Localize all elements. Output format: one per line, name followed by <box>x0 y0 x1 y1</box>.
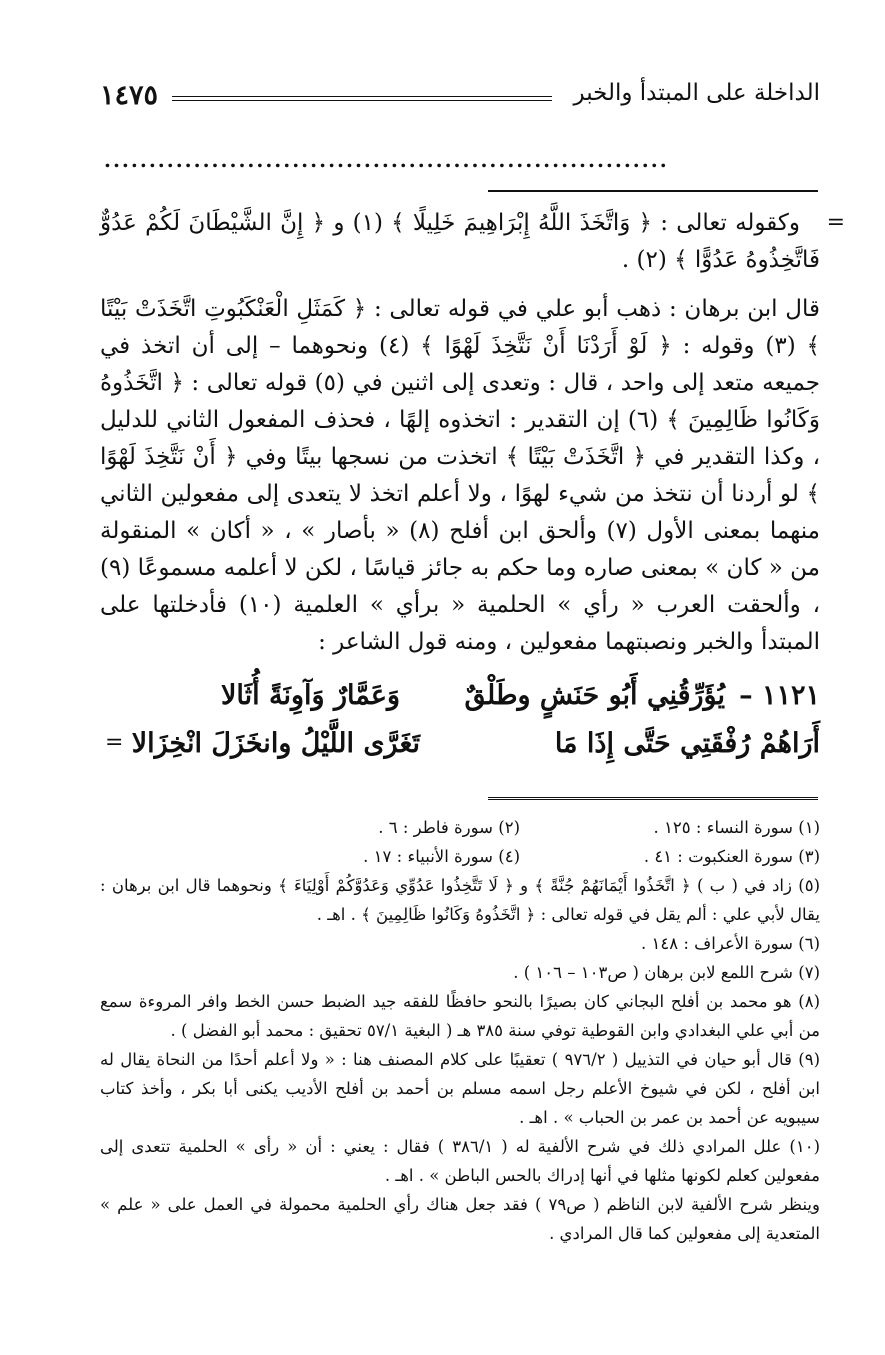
running-header <box>100 80 820 120</box>
footnote-2: (٢) سورة فاطر : ٦ . <box>378 818 520 837</box>
verse-hemistich-1a: يُؤَرِّقُنِي أَبُو حَنَشٍ وطَلْقٌ <box>464 680 725 711</box>
continuation-mark-top: = <box>826 210 845 235</box>
footnote-1: (١) سورة النساء : ١٢٥ . <box>653 818 820 837</box>
page-number: ١٤٧٥ <box>100 80 159 111</box>
footnote-5: (٥) زاد في ( ب ) ﴿ اتَّخَذُوا أَيْمَانَهُمْ جُنَّةً ﴾ و ﴿ لَا تَتَّخِذُوا عَدُوِّي وَعَدُوَّكُمْ أَوْلِيَاءَ ﴾ ونحوهما قال ابن برهان : يقال لأبي علي : ألم يقل في قوله تعالى : ﴿ اتَّخَذُوهُ وَكَانُوا ظَالِمِينَ ﴾ . اهـ . <box>100 876 820 924</box>
poem-verse <box>130 680 820 770</box>
dotted-separator: ............................................................... <box>104 148 669 172</box>
footnote-7: (٧) شرح اللمع لابن برهان ( ص١٠٣ – ١٠٦ ) . <box>513 963 820 982</box>
paragraph-2: قال ابن برهان : ذهب أبو علي في قوله تعالى : ﴿ كَمَثَلِ الْعَنْكَبُوتِ اتَّخَذَتْ بَيْتًا ﴾ (٣) وقوله : ﴿ لَوْ أَرَدْنَا أَنْ نَتَّخِذَ لَهْوًا ﴾ (٤) ونحوهما – إلى أن اتخذ في جميعه متعد إلى واحد ، قال : وتعدى إلى اثنين في (٥) قوله تعالى : ﴿ اتَّخَذُوهُ وَكَانُوا ظَالِمِينَ ﴾ (٦) إن التقدير : اتخذوه إلهًا ، فحذف المفعول الثاني للدليل ، وكذا التقدير في ﴿ اتَّخَذَتْ بَيْتًا ﴾ اتخذت من نسجها بيتًا وفي ﴿ أَنْ نَتَّخِذَ لَهْوًا ﴾ لو أردنا أن نتخذ من شيء لهوًا ، ولا أعلم اتخذ لا يتعدى إلى مفعولين الثاني منهما بمعنى الأول (٧) وألحق ابن أفلح (٨) « بأصار » ، « أكان » المنقولة من « كان » بمعنى صاره وما حكم به جائز قياسًا ، لكن لا أعلمه مسموعًا (٩) ، وألحقت العرب « رأي » الحلمية « برأي » العلمية (١٠) فأدخلتها على المبتدأ والخبر ونصبتهما مفعولين ، ومنه قول الشاعر : <box>100 296 821 655</box>
paragraph-1: وكقوله تعالى : ﴿ وَاتَّخَذَ اللَّهُ إِبْرَاهِيمَ خَلِيلًا ﴾ (١) و ﴿ إِنَّ الشَّيْطَانَ لَكُمْ عَدُوٌّ فَاتَّخِذُوهُ عَدُوًّا ﴾ (٢) . <box>100 210 820 273</box>
footnote-3: (٣) سورة العنكبوت : ٤١ . <box>643 847 820 866</box>
verse-hemistich-2b: تَغَرَّى اللَّيْلُ وانخَزَلَ انْخِزَالا <box>131 728 420 759</box>
footnote-row-2 <box>100 842 820 871</box>
footnote-rule <box>488 797 818 802</box>
footnote-9: (٩) قال أبو حيان في التذييل ( ٩٧٦/٢ ) تعقيبًا على كلام المصنف هنا : « ولا أعلم أحدًا من النحاة يقال له ابن أفلح ، لكن في شيوخ الأعلم رجل اسمه مسلم بن أحمد بن أفلح الأديب يكنى أبا بكر ، وأخذ كتاب سيبويه عن أحمد بن عمر بن الحباب » . اهـ . <box>100 1050 820 1127</box>
footnote-6: (٦) سورة الأعراف : ١٤٨ . <box>641 934 820 953</box>
footnote-8: (٨) هو محمد بن أفلح البجاني كان بصيرًا بالنحو حافظًا للفقه جيد الضبط حسن الخط وافر المروءة سمع من أبي علي البغدادي وابن القوطية توفي سنة ٣٨٥ هـ ( البغية ٥٧/١ تحقيق : محمد أبو الفضل ) . <box>100 992 820 1040</box>
header-rule <box>172 96 552 101</box>
footnote-row-1 <box>100 813 820 842</box>
verse-hemistich-2a: أَرَاهُمْ رُفْقَتِي حَتَّى إِذَا مَا <box>554 728 820 759</box>
footnotes <box>100 813 820 1248</box>
verse-hemistich-1b: وَعَمَّارٌ وَآوِنَةً أُثَالا <box>220 680 400 711</box>
verse-number: ١١٢١ – <box>739 680 820 711</box>
main-text <box>100 205 820 661</box>
continuation-mark-bottom: = <box>105 730 124 755</box>
header-title: الداخلة على المبتدأ والخبر <box>573 80 820 106</box>
footnote-10: (١٠) علل المرادي ذلك في شرح الألفية له ( ٣٨٦/١ ) فقال : يعني : أن « رأى » الحلمية تتعدى إلى مفعولين كعلم لكونها مثلها في أنها إدراك بالحس الباطن » . اهـ . <box>100 1137 820 1185</box>
section-rule <box>488 190 818 192</box>
footnote-4: (٤) سورة الأنبياء : ١٧ . <box>363 847 520 866</box>
footnote-10-continued: وينظر شرح الألفية لابن الناظم ( ص٧٩ ) فقد جعل هناك رأي الحلمية محمولة في العمل على « علم » المتعدية إلى مفعولين كما قال المرادي . <box>100 1195 820 1243</box>
